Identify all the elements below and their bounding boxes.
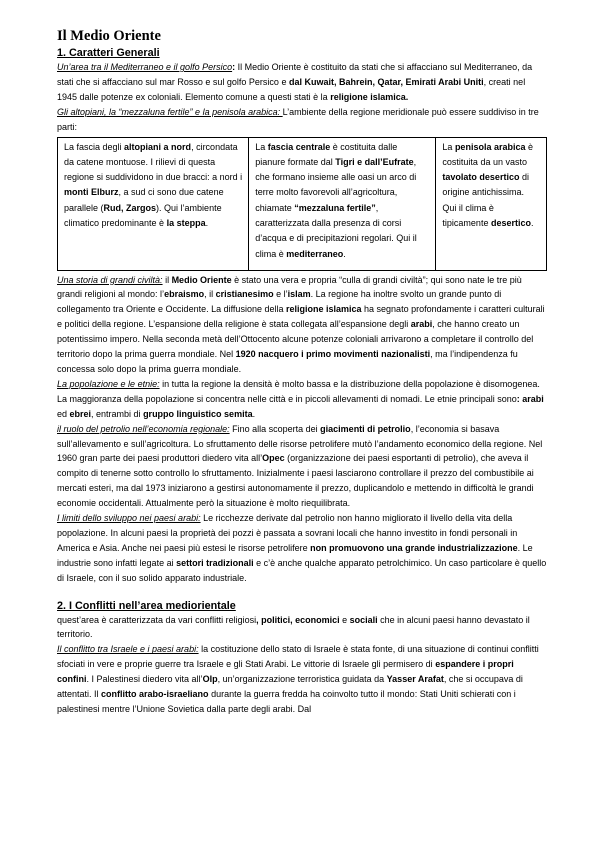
paragraph-altopiani: Gli altopiani, la “mezzaluna fertile” e la penisola arabica: L’ambiente della regione meridionale può essere suddiviso in tre parti: — [57, 106, 539, 132]
page-title: Il Medio Oriente — [57, 28, 161, 44]
document-page — [57, 28, 547, 717]
paragraph-petrolio: il ruolo del petrolio nell’economia regionale: Fino alla scoperta dei giacimenti di petrolio, l’economia si basava sull’allevamento e sull’agricoltura. Lo sfruttamento delle risorse petrolifere mutò l’andamento economico della regione. Nel 1960 gran parte dei paesi produttori diedero vita all’Opec (organizzazione dei paesi esportanti di petrolio), che aveva il compito di tenerne sotto controllo lo sfruttamento. Inizialmente i paesi lasciarono controllare il prezzo del combustibile ai mercati esteri, ma dal 1973 iniziarono a gestirsi autonomamente il prezzo, duplicandolo e mettendo in difficoltà le grandi economie occidentali. Attualmente però la situazione è molto riequilibrata. — [57, 423, 543, 509]
table-cell-penisola-arabica: La penisola arabica è costituita da un vasto tavolato desertico di origine antichissima. Qui il clima è tipicamente desertico. — [435, 138, 546, 270]
paragraph-mediterraneo: Un’area tra il Mediterraneo e il golfo Persico: Il Medio Oriente è costituito da stati che si affacciano sul Mediterraneo, da stati che si affacciano sul mar Rosso e sul golfo Persico e dal Kuwait, Bahrein, Qatar, Emirati Arabi Uniti, creati nel 1945 dalle potenze ex coloniali. Elemento comune a questi stati è la religione islamica. — [57, 62, 533, 102]
table-cell-fascia-centrale: La fascia centrale è costituita dalle pianure formate dal Tigri e dall’Eufrate, che formano insieme alle oasi un arco di terre molto favorevoli all’agricoltura, chiamate “mezzaluna fertile”, caratterizzata dalla presenza di corsi d’acqua e di precipitazioni regolari. Qui il clima è mediterraneo. — [248, 138, 435, 270]
table-cell-altopiani: La fascia degli altopiani a nord, circondata da catene montuose. I rilievi di questa regione si suddividono in due bracci: a nord i monti Elburz, a sud ci sono due catene parallele (Rud, Zargos). Qui l’ambiente climatico predominante è la steppa. — [64, 141, 243, 229]
paragraph-popolazione: La popolazione e le etnie: in tutta la regione la densità è molto bassa e la distribuzione della popolazione è disomogenea. La maggioranza della popolazione si concentra nelle città e in piccoli allevamenti di nomadi. Le etnie principali sono: arabi ed ebrei, entrambi di gruppo linguistico semita. — [57, 378, 544, 419]
paragraph-conflitto-israele: Il conflitto tra Israele e i paesi arabi: la costituzione dello stato di Israele è stata fonte, di una situazione di continui conflitti sfociati in vere e proprie guerre tra Israele e gli Stati Arabi. Le vittorie di Israele gli permisero di espandere i propri confini. I Palestinesi diedero vita all’Olp, un’organizzazione terroristica guidata da Yasser Arafat, che si occupava di attentati. Il conflitto arabo-israeliano durante la guerra fredda ha coinvolto tutto il mondo: Stati Uniti schierati con i palestinesi mentre l’Unione Sovietica dalla parte degli arabi. Dal — [57, 644, 539, 714]
regions-table — [57, 137, 547, 271]
paragraph-limiti-sviluppo: I limiti dello sviluppo nei paesi arabi: Le ricchezze derivate dal petrolio non hanno migliorato il livello della vita della popolazione. In alcuni paesi la proprietà dei pozzi è passata a sovrani locali che hanno investito in fondi personali in America e Asia. Anche nei paesi più estesi le risorse petrolifere non promuovono una grande industrializzazione. Le industrie sono infatti legate ai settori tradizionali e c’è anche qualche apparato petrolchimico. Un caso particolare è quello di Israele, con il suo solido apparato industriale. — [57, 513, 547, 583]
paragraph-civilta: Una storia di grandi civiltà: il Medio Oriente è stato una vera e propria “culla di grandi civiltà”; qui sono nate le tre più grandi religioni al mondo: l’ebraismo, il cristianesimo e l’islam. La regione ha inoltre svolto un grande punto di collegamento tra Oriente e Occidente. La diffusione della religione islamica ha segnato profondamente i caratteri culturali e politici della regione. L’espansione della religione è stata collegata all’espansione degli arabi, che hanno creato un potentissimo impero. Nella seconda metà dell’Ottocento alcune potenze coloniali arrivarono a completare il controllo del territorio dopo la prima guerra mondiale. Nel 1920 nacquero i primo movimenti nazionalisti, ma l’indipendenza fu concessa solo dopo la prima guerra mondiale. — [57, 274, 545, 374]
paragraph-conflitti-intro: quest’area è caratterizzata da vari conflitti religiosi, politici, economici e sociali che in alcuni paesi hanno devastato il territorio. — [57, 614, 530, 640]
section-heading-caratteri-generali: 1. Caratteri Generali — [57, 47, 160, 59]
section-heading-conflitti: 2. I Conflitti nell’area mediorientale — [57, 599, 236, 612]
